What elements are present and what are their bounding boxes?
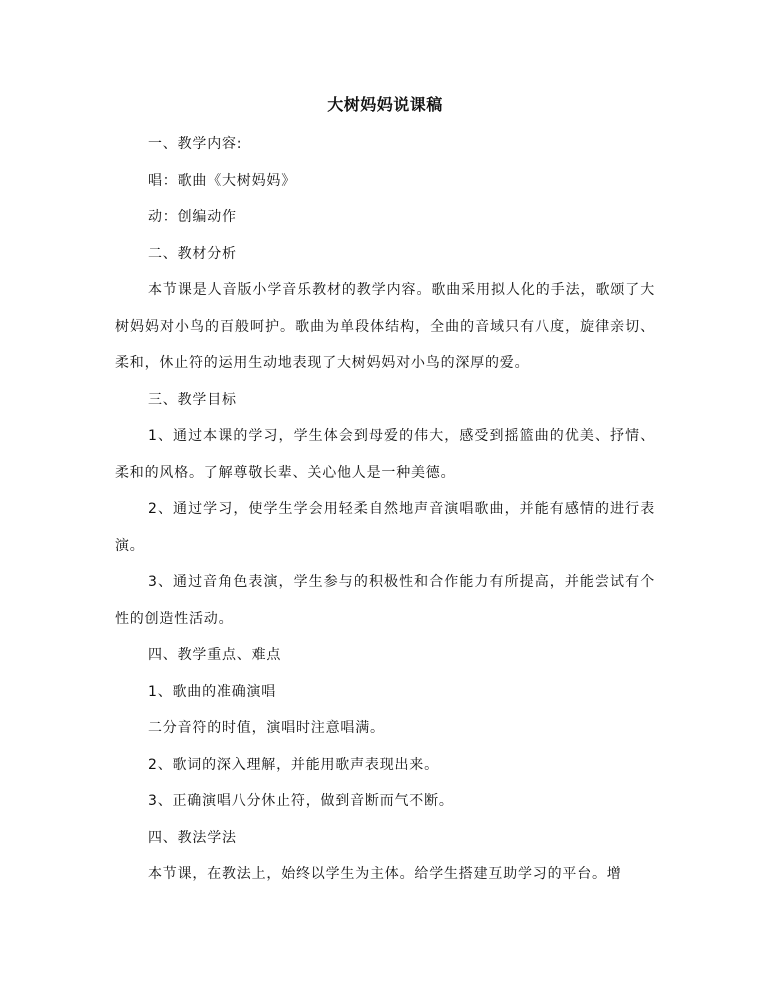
document-body [115, 126, 655, 893]
key-point-3: 3、正确演唱八分休止符，做到音断而气不断。 [148, 793, 454, 809]
heading-teaching-content: 一、教学内容: [148, 136, 243, 152]
paragraph-material-analysis: 本节课是人音版小学音乐教材的教学内容。歌曲采用拟人化的手法，歌颂了大树妈妈对小鸟的百般呵护。歌曲为单段体结构，全曲的音域只有八度，旋律亲切、柔和，休止符的运用生动地表现了大树妈妈对小鸟的深厚的爱。 [115, 282, 655, 371]
goal-3: 3、通过音角色表演，学生参与的积极性和合作能力有所提高，并能尝试有个性的创造性活动。 [115, 574, 655, 627]
heading-teaching-methods: 四、教法学法 [148, 829, 237, 846]
key-point-1: 1、歌曲的准确演唱 [148, 683, 277, 700]
goal-2: 2、通过学习，使学生学会用轻柔自然地声音演唱歌曲，并能有感情的进行表演。 [115, 501, 655, 554]
document-title: 大树妈妈说课稿 [327, 95, 443, 114]
key-point-1-detail: 二分音符的时值，演唱时注意唱满。 [148, 720, 385, 736]
heading-key-points: 四、教学重点、难点 [148, 647, 282, 663]
content-sing: 唱：歌曲《大树妈妈》 [148, 172, 296, 189]
key-point-2: 2、歌词的深入理解，并能用歌声表现出来。 [148, 756, 439, 773]
goal-1: 1、通过本课的学习，学生体会到母爱的伟大，感受到摇篮曲的优美、抒情、柔和的风格。了解尊敬长辈、关心他人是一种美德。 [115, 428, 655, 481]
heading-material-analysis: 二、教材分析 [148, 245, 237, 262]
content-move: 动：创编动作 [148, 209, 237, 225]
heading-teaching-goals: 三、教学目标 [148, 391, 237, 408]
paragraph-teaching-methods: 本节课，在教法上，始终以学生为主体。给学生搭建互助学习的平台。增 [148, 866, 622, 882]
